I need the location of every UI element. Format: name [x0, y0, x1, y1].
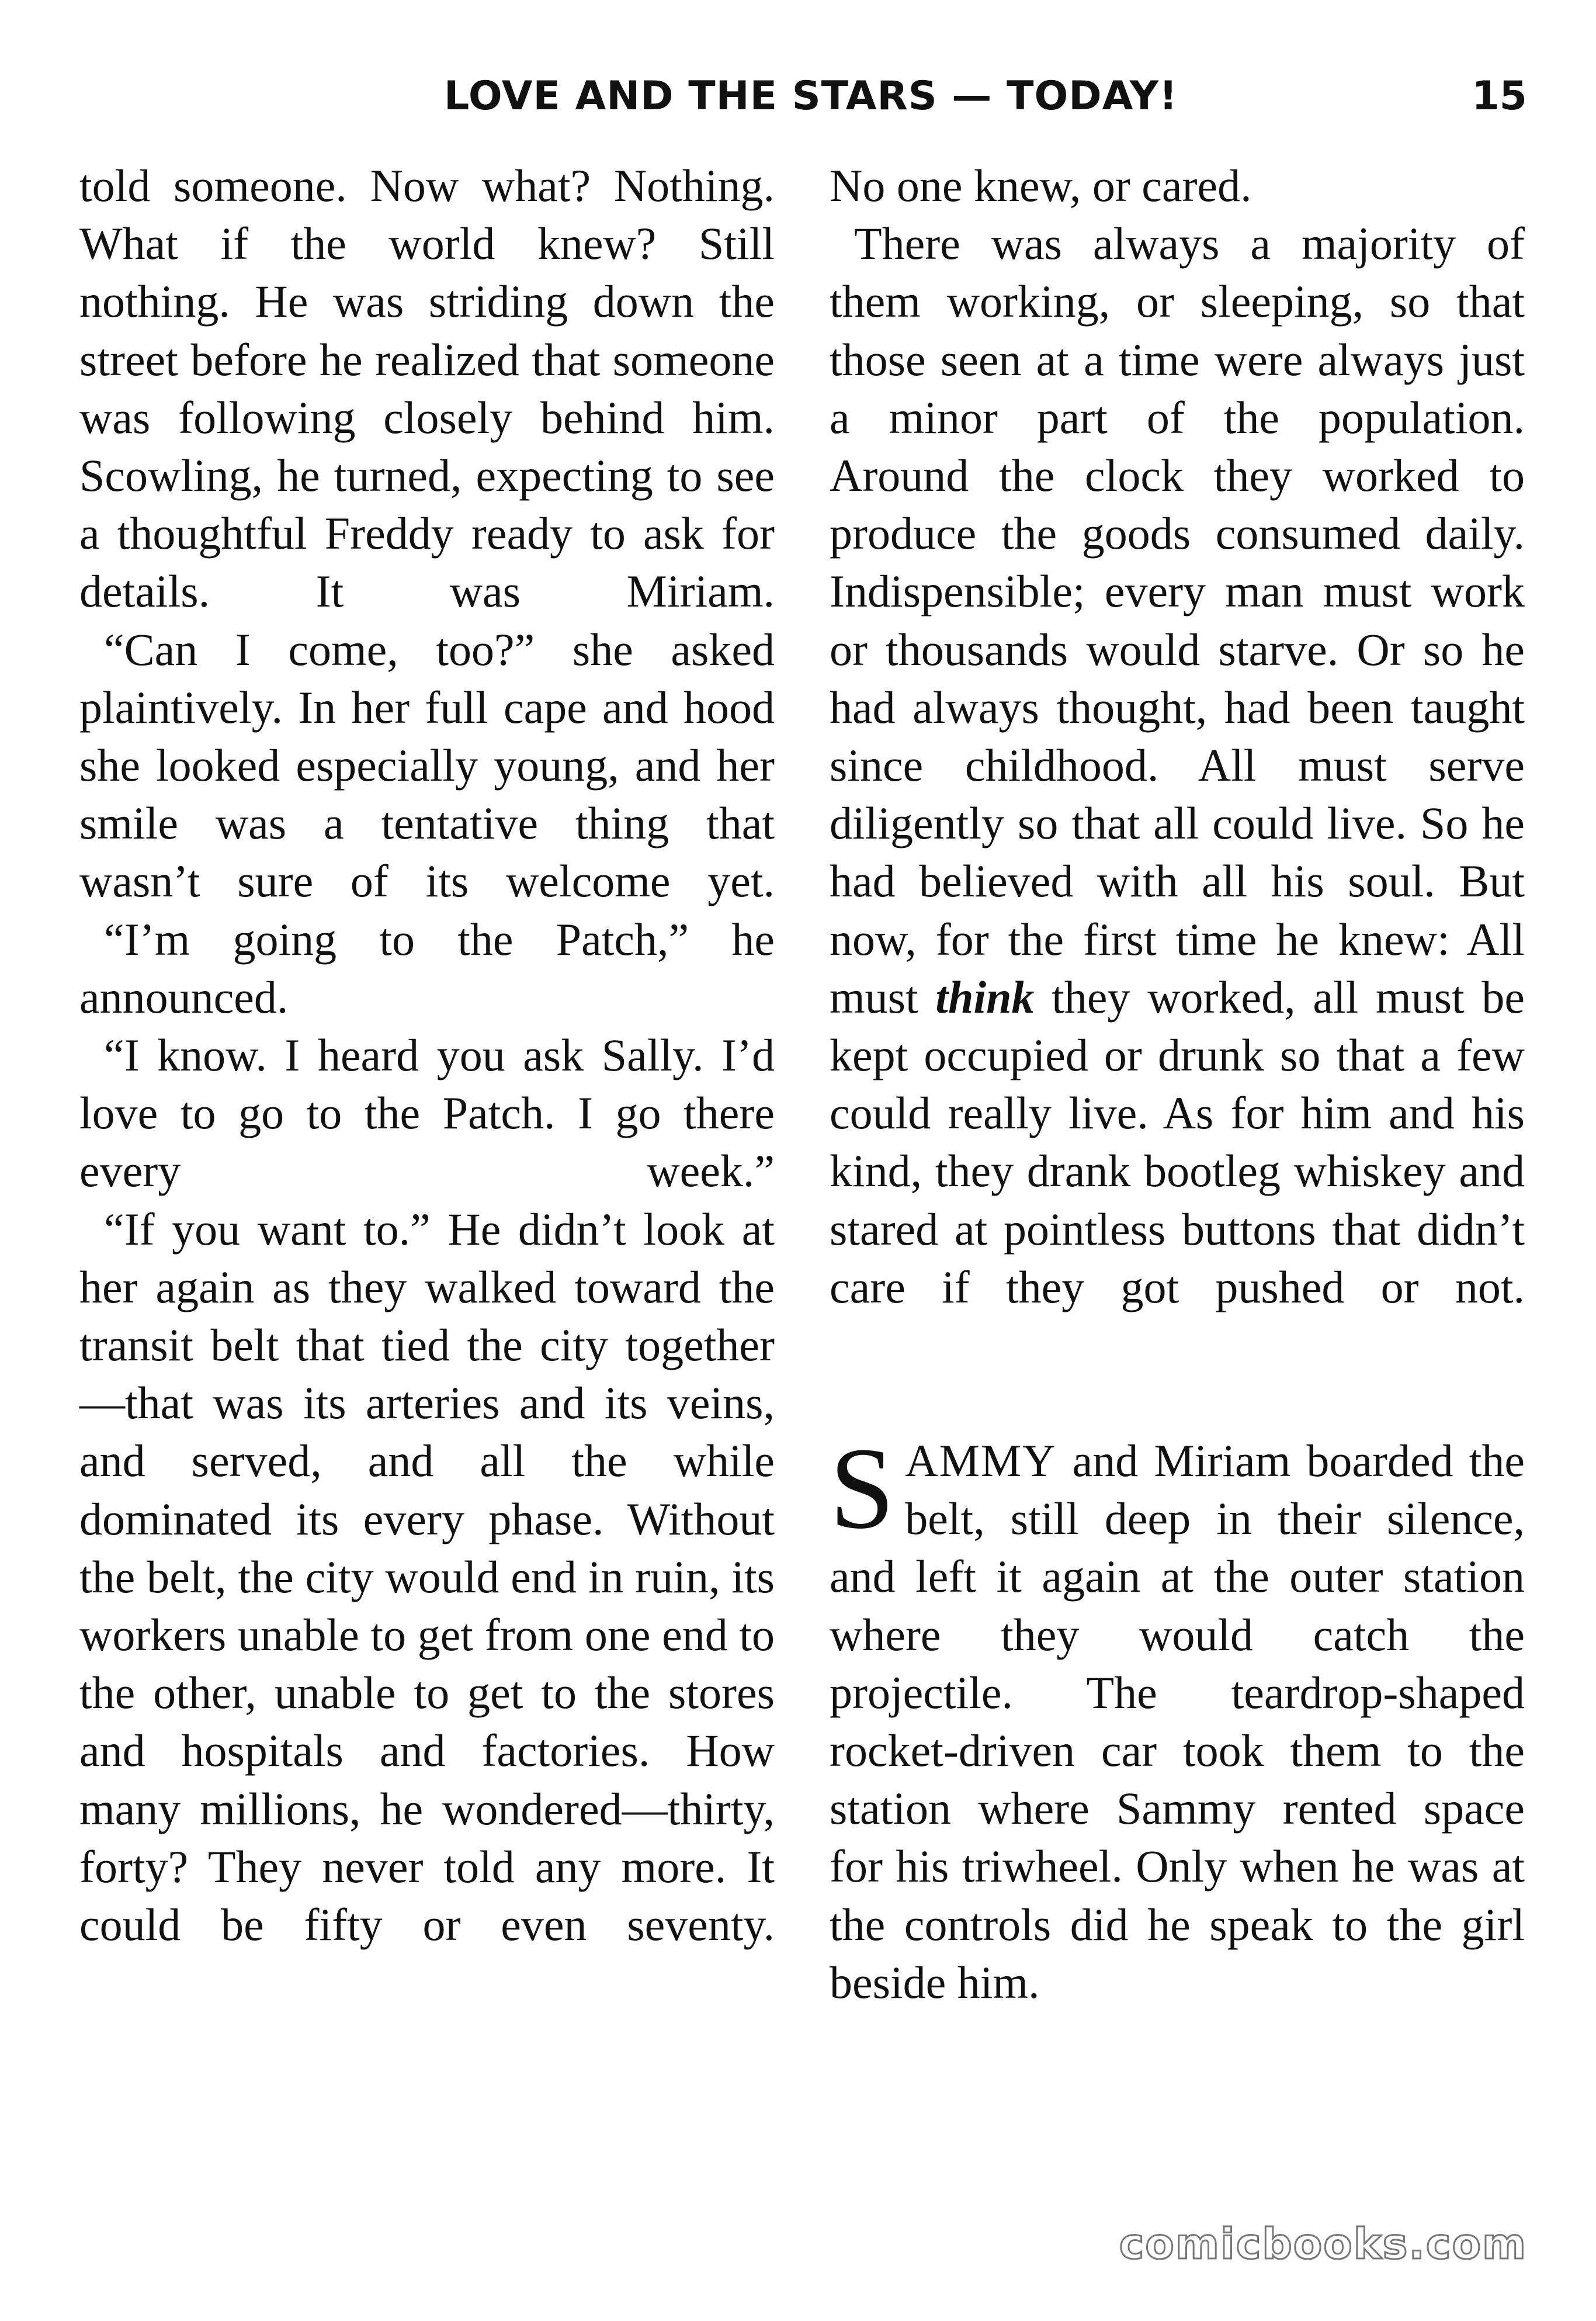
- paragraph-text: and Miriam boarded the belt, still deep in their silence, and left it again at the outer station where they would catch the projectile. The teardrop-shaped rocket-driven car took them to the station where Sammy rented space for his triwheel. Only when he was at the controls did he speak to the girl beside him.: [830, 1435, 1525, 2008]
- lead-in-caps: AMMY: [905, 1435, 1057, 1487]
- paragraph: “I know. I heard you ask Sally. I’d love to go to the Patch. I go there every week.”: [79, 1030, 775, 1197]
- paragraph: No one knew, or cared.: [830, 160, 1252, 211]
- section-break: [830, 1316, 1525, 1432]
- paragraph-text: There was always a majority of them working, or sleeping, so that those seen at a time were always just a minor part of the population. Around the clock they worked to produce the goods consumed daily. Indispensible; every man must work or thousands would starve. Or so he had always thought, had been taught since childhood. All must serve diligently so that all could live. So he had believed with all his soul. But now, for the first time he knew: All must: [830, 218, 1525, 1023]
- paragraph: “Can I come, too?” she asked plaintively. In her full cape and hood she looked especially young, and her smile was a tentative thing that wasn’t sure of its welcome yet.: [79, 623, 775, 907]
- paragraph-text: they worked, all must be kept occupied or drunk so that a few could really live. As for him and his kind, they drank bootleg whiskey and stared at pointless buttons that didn’t care if they got pushed or not.: [830, 971, 1525, 1312]
- watermark: comicbooks.com: [1119, 2219, 1527, 2268]
- drop-cap: S: [830, 1424, 895, 1554]
- running-title: LOVE AND THE STARS — TODAY!: [444, 73, 1178, 119]
- section-opening-paragraph: [830, 1424, 1525, 2011]
- left-column: [79, 157, 775, 1953]
- emphasized-word: think: [935, 971, 1035, 1023]
- paragraph: [830, 214, 1525, 1316]
- paragraph: told someone. Now what? Nothing. What if the world knew? Still nothing. He was striding down the street before he realized that someone was following closely behind him. Scowling, he turned, expecting to see a thoughtful Freddy ready to ask for details. It was Miriam.: [79, 160, 775, 617]
- paragraph: “I’m going to the Patch,” he announced.: [79, 913, 775, 1023]
- right-column: [830, 157, 1525, 2011]
- paragraph: “If you want to.” He didn’t look at her again as they walked toward the transit belt that tied the city together—that was its arteries and its veins, and served, and all the while dominated its every phase. Without the belt, the city would end in ruin, its workers unable to get from one end to the other, unable to get to the stores and hospitals and factories. How many millions, he wondered—thirty, forty? They never told any more. It could be fifty or even seventy.: [79, 1203, 775, 1951]
- page-number: 15: [1472, 73, 1527, 119]
